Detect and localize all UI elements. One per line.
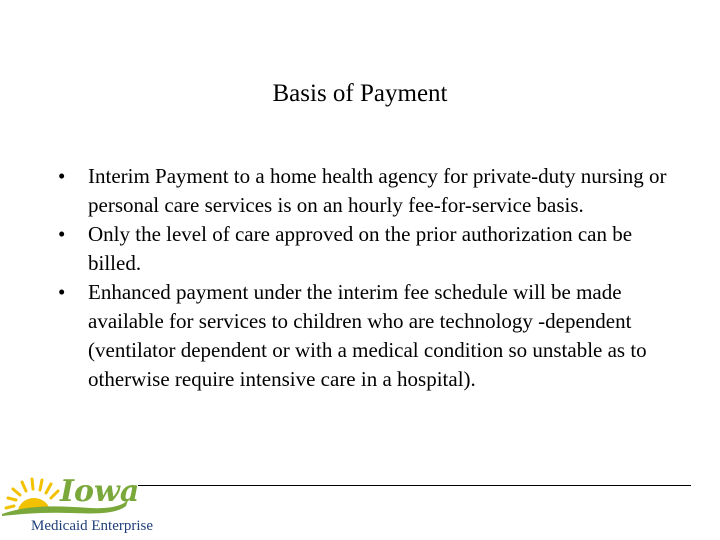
slide-title: Basis of Payment — [272, 80, 448, 107]
bullet-glyph: • — [58, 222, 66, 246]
logo-wordmark: Iowa — [60, 474, 140, 509]
sun-wordmark-icon — [0, 468, 160, 520]
logo-caption: Medicaid Enterprise — [31, 518, 154, 534]
bullet-text: Interim Payment to a home health agency for private-duty nursing or personal care services is on an hourly fee-for-service basis. — [88, 164, 667, 217]
bullet-item — [56, 220, 676, 278]
iowa-medicaid-logo — [0, 468, 160, 540]
footer-divider — [138, 485, 691, 486]
bullet-list — [56, 162, 676, 394]
bullet-glyph: • — [58, 164, 66, 188]
bullet-glyph: • — [58, 280, 66, 304]
bullet-item — [56, 162, 676, 220]
bullet-item — [56, 278, 676, 394]
bullet-text: Only the level of care approved on the prior authorization can be billed. — [88, 222, 633, 275]
bullet-text: Enhanced payment under the interim fee schedule will be made available for services to children who are technology -dependent (ventilator dependent or with a medical condition so unstable as to otherwise require intensive care in a hospital). — [88, 280, 647, 391]
